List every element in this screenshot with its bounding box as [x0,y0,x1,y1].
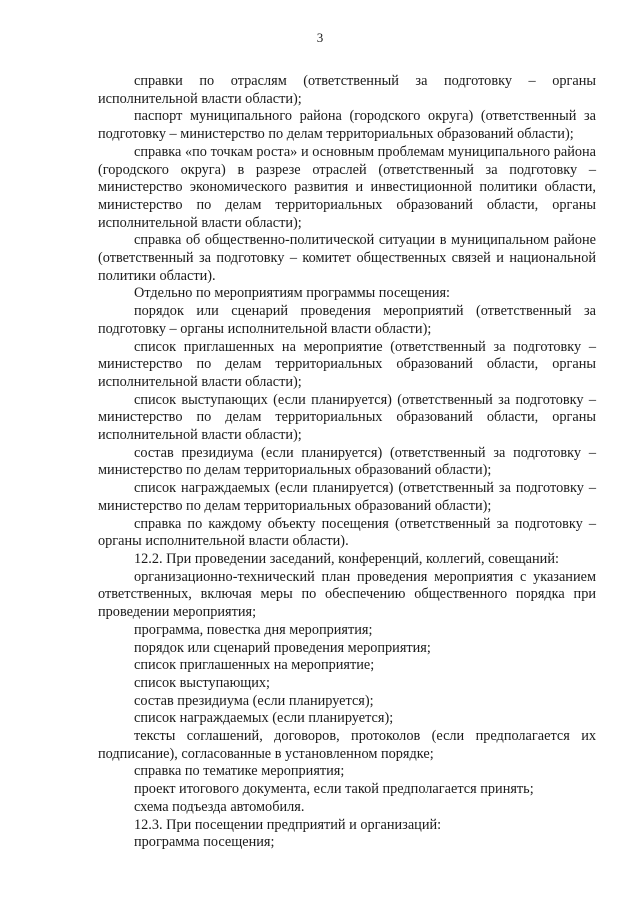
paragraph: программа посещения; [134,834,275,851]
paragraph: список награждаемых (если планируется); [134,710,394,727]
paragraph: список приглашенных на мероприятие (ответственный за подготовку – министерство по делам территориальных образований области, органы исполнительной власти области); [98,338,596,390]
paragraph: список приглашенных на мероприятие; [134,657,375,674]
paragraph: справка об общественно-политической ситуации в муниципальном районе (ответственный за подготовку – комитет общественных связей и национальной политики области). [98,232,596,284]
paragraph: состав президиума (если планируется) (ответственный за подготовку – министерство по делам территориальных образований области); [98,444,596,479]
document-body [98,73,596,852]
paragraph: организационно-технический план проведения мероприятия с указанием ответственных, включая меры по обеспечению общественного порядка при проведении мероприятия; [98,568,596,621]
paragraph: список выступающих (если планируется) (ответственный за подготовку – министерство по делам территориальных образований области, органы исполнительной власти области); [98,391,596,444]
paragraph: паспорт муниципального района (городского округа) (ответственный за подготовку – министерство по делам территориальных образований области); [98,108,596,143]
paragraph: список награждаемых (если планируется) (ответственный за подготовку – министерство по делам территориальных образований области); [98,480,596,514]
paragraph: порядок или сценарий проведения мероприятий (ответственный за подготовку – органы исполнительной власти области); [98,303,596,337]
paragraph: 12.2. При проведении заседаний, конференций, коллегий, совещаний: [134,550,559,567]
paragraph: состав президиума (если планируется); [134,692,374,709]
paragraph: справки по отраслям (ответственный за подготовку – органы исполнительной власти области); [98,73,596,107]
page-number: 3 [316,30,324,45]
paragraph: справка по каждому объекту посещения (ответственный за подготовку – органы исполнительной власти области). [98,515,596,550]
paragraph: проект итогового документа, если такой предполагается принять; [134,781,534,798]
paragraph: список выступающих; [134,674,271,691]
paragraph: порядок или сценарий проведения мероприятия; [134,639,431,656]
paragraph: справка по тематике мероприятия; [134,763,345,780]
paragraph: программа, повестка дня мероприятия; [134,621,373,638]
paragraph: схема подъезда автомобиля. [134,798,305,815]
paragraph: 12.3. При посещении предприятий и организаций: [134,816,442,833]
paragraph: Отдельно по мероприятиям программы посещения: [134,285,451,302]
paragraph: справка «по точкам роста» и основным проблемам муниципального района (городского округа) в разрезе отраслей (ответственный за подготовку – министерство экономического развития и инвестиционной политики области, министерство по делам территориальных образований области, органы исполнительной власти области); [98,143,596,231]
paragraph: тексты соглашений, договоров, протоколов (если предполагается их подписание), согласованные в установленном порядке; [98,728,596,762]
